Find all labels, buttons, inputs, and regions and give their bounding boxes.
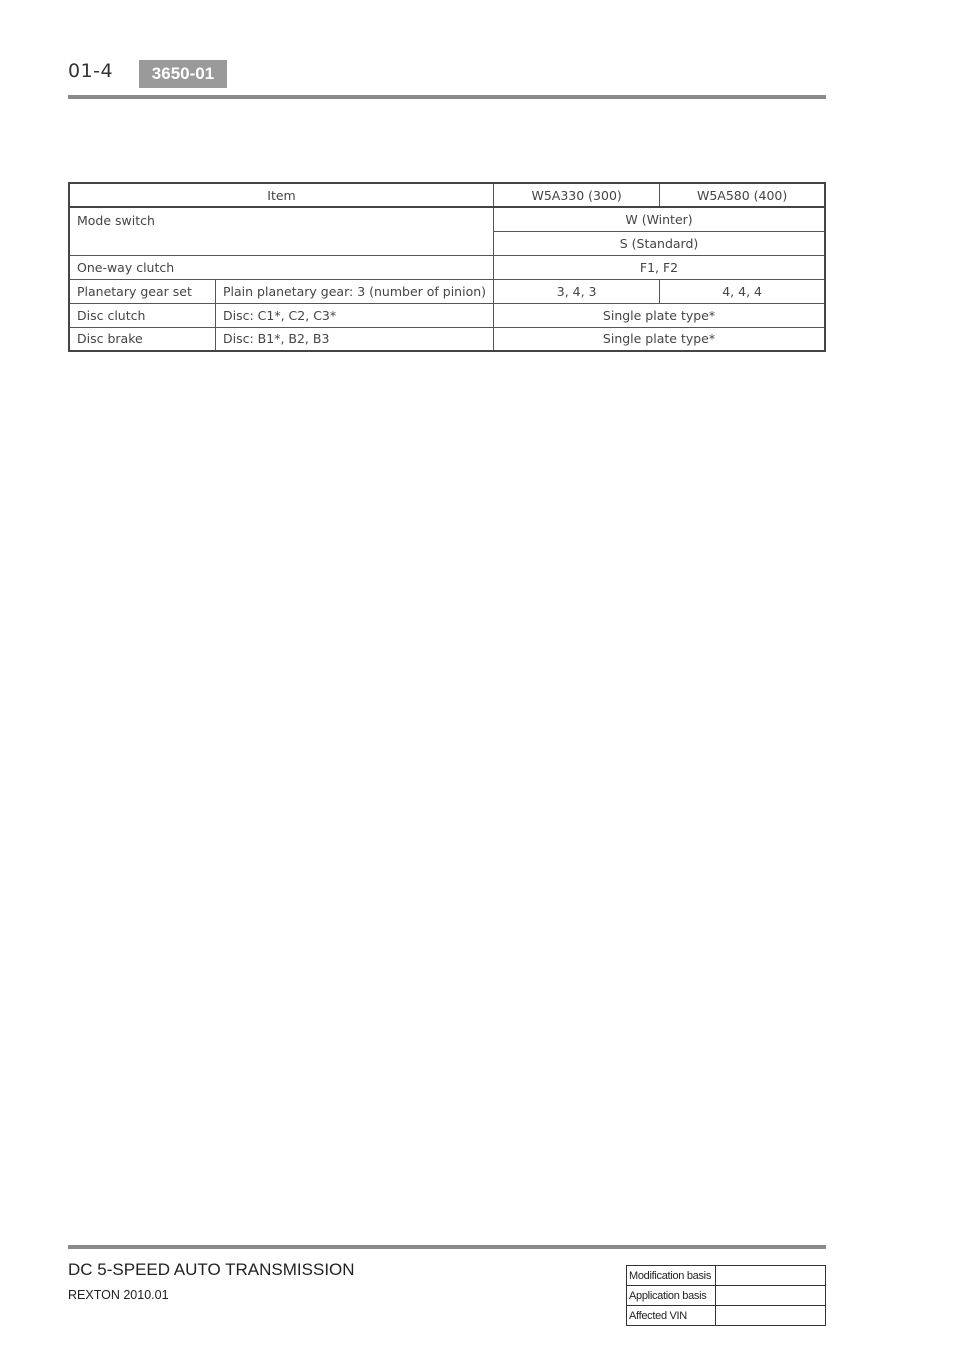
planetary-gear-set-w5a330: 3, 4, 3 bbox=[494, 279, 660, 303]
planetary-gear-set-w5a580: 4, 4, 4 bbox=[660, 279, 825, 303]
mode-switch-winter: W (Winter) bbox=[494, 207, 825, 231]
affected-vin-label: Affected VIN bbox=[627, 1306, 716, 1326]
disc-clutch-detail: Disc: C1*, C2, C3* bbox=[216, 303, 494, 327]
spec-table bbox=[68, 182, 826, 352]
table-header-row bbox=[69, 183, 825, 207]
header-item: Item bbox=[69, 183, 494, 207]
application-basis-label: Application basis bbox=[627, 1286, 716, 1306]
footer-title: DC 5-SPEED AUTO TRANSMISSION bbox=[68, 1260, 355, 1279]
footer-model: REXTON 2010.01 bbox=[68, 1288, 169, 1302]
table-row bbox=[627, 1306, 826, 1326]
mode-switch-label: Mode switch bbox=[69, 207, 494, 255]
modification-basis-value bbox=[716, 1266, 826, 1286]
one-way-clutch-value: F1, F2 bbox=[494, 255, 825, 279]
header-w5a580: W5A580 (400) bbox=[660, 183, 825, 207]
table-row bbox=[69, 255, 825, 279]
planetary-gear-set-label: Planetary gear set bbox=[69, 279, 216, 303]
table-row bbox=[69, 207, 825, 231]
disc-brake-label: Disc brake bbox=[69, 327, 216, 351]
disc-clutch-value: Single plate type* bbox=[494, 303, 825, 327]
disc-brake-detail: Disc: B1*, B2, B3 bbox=[216, 327, 494, 351]
modification-basis-label: Modification basis bbox=[627, 1266, 716, 1286]
table-row bbox=[627, 1286, 826, 1306]
one-way-clutch-label: One-way clutch bbox=[69, 255, 494, 279]
footer-rule bbox=[68, 1245, 826, 1249]
table-row bbox=[69, 279, 825, 303]
affected-vin-value bbox=[716, 1306, 826, 1326]
section-code-badge: 3650-01 bbox=[139, 60, 227, 88]
disc-brake-value: Single plate type* bbox=[494, 327, 825, 351]
table-row bbox=[627, 1266, 826, 1286]
header-rule bbox=[68, 95, 826, 99]
planetary-gear-set-detail: Plain planetary gear: 3 (number of pinion) bbox=[216, 279, 494, 303]
disc-clutch-label: Disc clutch bbox=[69, 303, 216, 327]
application-basis-value bbox=[716, 1286, 826, 1306]
table-row bbox=[69, 327, 825, 351]
header-w5a330: W5A330 (300) bbox=[494, 183, 660, 207]
page-number: 01-4 bbox=[68, 60, 114, 82]
table-row bbox=[69, 303, 825, 327]
basis-table bbox=[626, 1265, 826, 1326]
mode-switch-standard: S (Standard) bbox=[494, 231, 825, 255]
